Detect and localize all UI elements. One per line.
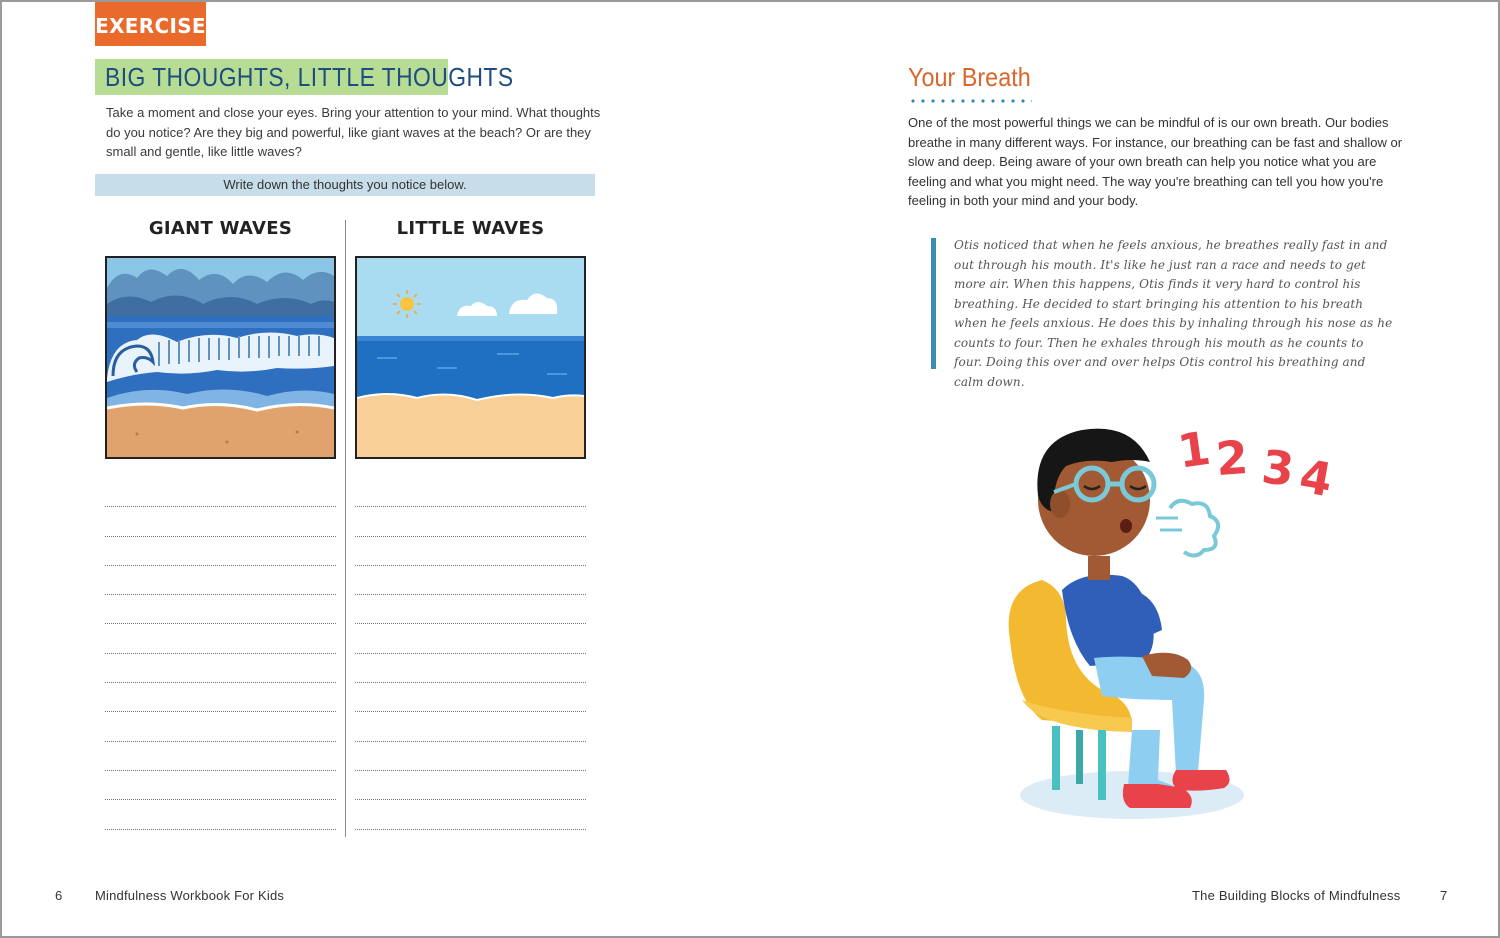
writing-line[interactable]: [355, 800, 586, 829]
exercise-title-box: [95, 59, 514, 95]
writing-line[interactable]: [355, 742, 586, 771]
instruction-band: Write down the thoughts you notice below.: [95, 174, 595, 196]
little-wave-illustration: [355, 256, 586, 459]
writing-line[interactable]: [105, 771, 336, 800]
quote-accent-bar: [931, 238, 936, 369]
title-dotted-underline: [908, 98, 1032, 104]
writing-line[interactable]: [105, 712, 336, 741]
story-quote: Otis noticed that when he feels anxious, he breathes really fast in and out through his mouth. It's like he just ran a race and needs to get more air. When this happens, Otis finds it very hard to control his breathing. He decided to start bringing his attention to his breath when he feels anxious. He does this by inhaling through his nose as he counts to four. Then he exhales through his mouth as he counts to four. Doing this over and over helps Otis control his breathing and calm down.: [954, 238, 1393, 389]
heading-little-waves: LITTLE WAVES: [396, 218, 545, 239]
right-page-number: 7: [1440, 888, 1448, 903]
writing-line[interactable]: [105, 595, 336, 624]
left-page-number: 6: [55, 888, 63, 903]
count-number-2: 2: [1214, 429, 1250, 487]
exercise-intro: Take a moment and close your eyes. Bring your attention to your mind. What thoughts do you notice? Are they big and powerful, like giant waves at the beach? Or are they small and gentle, like little waves?: [106, 105, 601, 159]
writing-line[interactable]: [355, 624, 586, 653]
writing-line[interactable]: [355, 507, 586, 536]
little-waves-writing-lines: [355, 478, 586, 830]
writing-line[interactable]: [355, 771, 586, 800]
writing-line[interactable]: [355, 654, 586, 683]
writing-line[interactable]: [105, 566, 336, 595]
left-running-title: Mindfulness Workbook For Kids: [95, 888, 285, 903]
writing-line[interactable]: [105, 800, 336, 829]
writing-line[interactable]: [355, 566, 586, 595]
writing-line[interactable]: [105, 654, 336, 683]
giant-wave-illustration: [105, 256, 336, 459]
boy-breathing-illustration: [982, 400, 1362, 832]
writing-line[interactable]: [105, 507, 336, 536]
column-divider: [345, 220, 346, 837]
section-title: Your Breath: [908, 62, 1031, 92]
section-body: One of the most powerful things we can be mindful of is our own breath. Our bodies breathe in many different ways. For instance, our breathing can be fast and shallow or slow and deep. Being aware of your own breath can help you notice what you are feeling and what you might need. The way you're breathing can tell you how you're feeling in both your mind and your body.: [908, 115, 1403, 208]
writing-line[interactable]: [105, 683, 336, 712]
writing-line[interactable]: [105, 537, 336, 566]
writing-line[interactable]: [355, 712, 586, 741]
writing-line[interactable]: [355, 537, 586, 566]
count-number-4: 4: [1295, 448, 1337, 508]
writing-line[interactable]: [105, 478, 336, 507]
exercise-tag: EXERCISE: [95, 2, 206, 46]
heading-giant-waves: GIANT WAVES: [148, 218, 293, 239]
writing-line[interactable]: [355, 595, 586, 624]
exercise-title: BIG THOUGHTS, LITTLE THOUGHTS: [105, 62, 514, 92]
giant-waves-writing-lines: [105, 478, 336, 830]
writing-line[interactable]: [355, 683, 586, 712]
writing-line[interactable]: [355, 478, 586, 507]
writing-line[interactable]: [105, 624, 336, 653]
count-number-3: 3: [1259, 439, 1297, 497]
count-number-1: 1: [1174, 420, 1214, 479]
writing-line[interactable]: [105, 742, 336, 771]
right-running-title: The Building Blocks of Mindfulness: [1192, 888, 1401, 903]
